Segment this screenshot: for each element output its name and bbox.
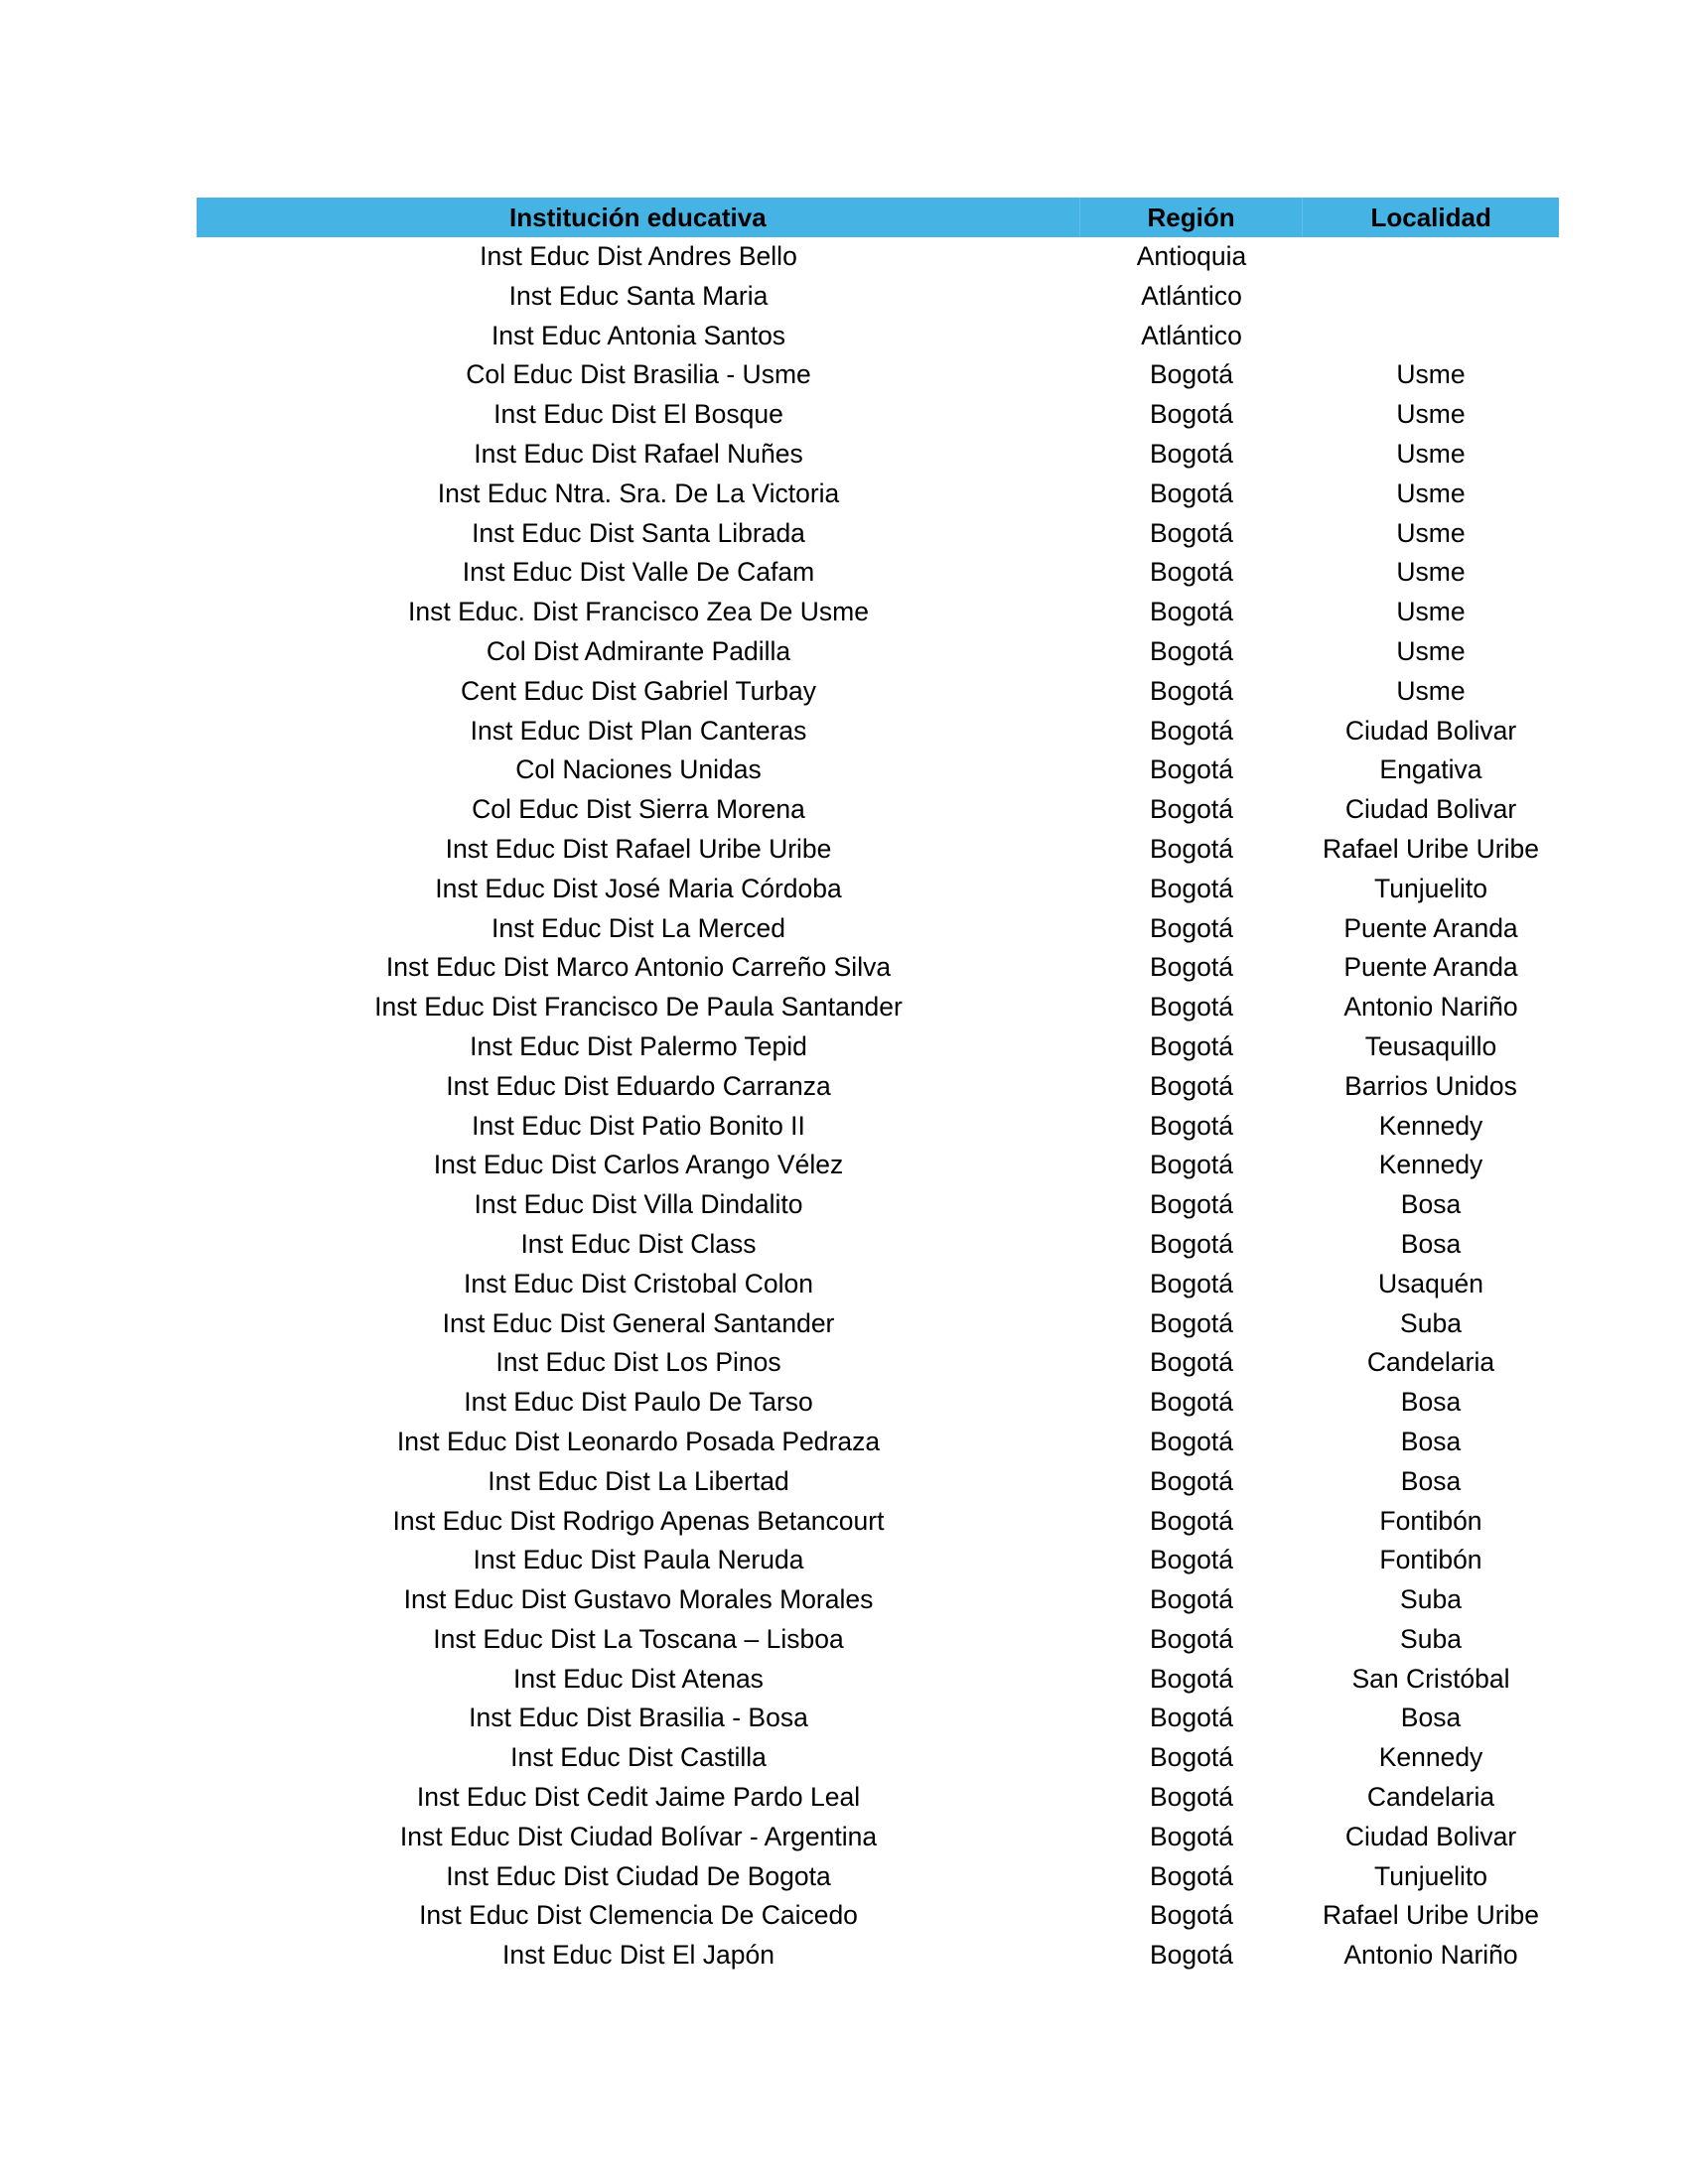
cell-institucion: Inst Educ Dist El Japón: [502, 1940, 774, 1971]
cell-localidad: Ciudad Bolivar: [1344, 1821, 1517, 1851]
cell-localidad: Puente Aranda: [1343, 952, 1518, 983]
cell-localidad: Rafael Uribe Uribe: [1323, 833, 1539, 864]
cell-localidad: Usme: [1396, 675, 1466, 706]
table-row: [197, 751, 1559, 790]
table-row: [197, 1185, 1559, 1225]
cell-region: Atlántico: [1141, 320, 1242, 350]
cell-region: Bogotá: [1150, 1387, 1233, 1418]
cell-region: Bogotá: [1150, 1505, 1233, 1536]
cell-localidad: Rafael Uribe Uribe: [1323, 1900, 1539, 1931]
cell-region: Bogotá: [1150, 635, 1233, 666]
cell-localidad: Engativa: [1379, 754, 1482, 785]
cell-localidad: Bosa: [1400, 1387, 1462, 1418]
cell-region: Bogotá: [1150, 1545, 1233, 1575]
table-row: [197, 830, 1559, 870]
cell-localidad: Usme: [1396, 359, 1466, 390]
table-row: [197, 1265, 1559, 1304]
cell-institucion: Inst Educ Antonia Santos: [491, 320, 786, 350]
cell-region: Bogotá: [1150, 1623, 1233, 1654]
cell-region: Bogotá: [1150, 873, 1233, 903]
cell-institucion: Col Naciones Unidas: [515, 754, 762, 785]
cell-institucion: Inst Educ Dist Clemencia De Caicedo: [419, 1900, 858, 1931]
cell-region: Bogotá: [1150, 1426, 1233, 1456]
table-row: [197, 632, 1559, 672]
cell-region: Bogotá: [1150, 438, 1233, 469]
table-row: [197, 1502, 1559, 1542]
cell-institucion: Inst Educ Dist Atenas: [513, 1663, 764, 1694]
cell-region: Bogotá: [1150, 754, 1233, 785]
cell-institucion: Inst Educ Dist Villa Dindalito: [474, 1189, 803, 1220]
cell-institucion: Inst Educ Dist Palermo Tepid: [470, 1030, 807, 1061]
cell-institucion: Col Educ Dist Sierra Morena: [472, 794, 805, 825]
cell-region: Bogotá: [1150, 1110, 1233, 1141]
table-row: [197, 1423, 1559, 1462]
cell-institucion: Inst Educ Dist Los Pinos: [495, 1347, 781, 1378]
cell-institucion: Inst Educ Dist Cedit Jaime Pardo Leal: [416, 1782, 861, 1813]
table-row: [197, 672, 1559, 712]
table-row: [197, 1027, 1559, 1067]
table-row: [197, 1383, 1559, 1423]
table-row: [197, 514, 1559, 554]
cell-region: Bogotá: [1150, 1940, 1233, 1971]
cell-localidad: Tunjuelito: [1374, 1860, 1487, 1891]
cell-institucion: Inst Educ Dist Plan Canteras: [470, 715, 807, 746]
table-row: [197, 1936, 1559, 1976]
cell-localidad: Puente Aranda: [1343, 912, 1518, 943]
cell-region: Bogotá: [1150, 1307, 1233, 1338]
cell-localidad: Kennedy: [1378, 1742, 1483, 1773]
cell-institucion: Inst Educ Dist Marco Antonio Carreño Silva: [385, 952, 892, 983]
cell-localidad: Usaquén: [1377, 1268, 1484, 1298]
cell-region: Bogotá: [1150, 675, 1233, 706]
cell-institucion: Inst Educ Dist Rafael Uribe Uribe: [445, 833, 832, 864]
cell-region: Bogotá: [1150, 1228, 1233, 1259]
cell-region: Bogotá: [1150, 1584, 1233, 1615]
cell-institucion: Inst Educ Dist General Santander: [442, 1307, 835, 1338]
cell-region: Bogotá: [1150, 1150, 1233, 1180]
cell-localidad: Bosa: [1400, 1426, 1462, 1456]
cell-localidad: Bosa: [1400, 1465, 1462, 1496]
cell-localidad: Antonio Nariño: [1343, 992, 1518, 1023]
table-row: [197, 909, 1559, 949]
cell-localidad: Teusaquillo: [1364, 1030, 1497, 1061]
table-row: [197, 1738, 1559, 1778]
cell-localidad: [1303, 237, 1559, 277]
cell-region: Bogotá: [1150, 1465, 1233, 1496]
table-row: [197, 553, 1559, 593]
cell-localidad: Suba: [1400, 1623, 1462, 1654]
cell-institucion: Inst Educ Dist Ciudad Bolívar - Argentina: [399, 1821, 878, 1851]
cell-localidad: Usme: [1396, 635, 1466, 666]
table-row: [197, 1225, 1559, 1265]
cell-region: Bogotá: [1150, 1860, 1233, 1891]
table-row: [197, 870, 1559, 909]
cell-institucion: Inst Educ Dist Santa Librada: [472, 517, 805, 548]
cell-institucion: Inst Educ. Dist Francisco Zea De Usme: [408, 597, 869, 627]
cell-localidad: Bosa: [1400, 1703, 1462, 1733]
cell-institucion: Inst Educ Dist Carlos Arango Vélez: [433, 1150, 844, 1180]
cell-institucion: Inst Educ Santa Maria: [508, 280, 769, 311]
cell-institucion: Inst Educ Dist Brasilia - Bosa: [469, 1703, 808, 1733]
cell-localidad: Candelaria: [1366, 1782, 1495, 1813]
cell-region: Atlántico: [1141, 280, 1242, 311]
cell-localidad: Ciudad Bolivar: [1344, 794, 1517, 825]
cell-region: Bogotá: [1150, 597, 1233, 627]
cell-region: Bogotá: [1150, 1189, 1233, 1220]
cell-region: Bogotá: [1150, 794, 1233, 825]
cell-region: Bogotá: [1150, 1821, 1233, 1851]
table-row: [197, 475, 1559, 514]
cell-institucion: Inst Educ Dist Gustavo Morales Morales: [403, 1584, 874, 1615]
cell-region: Bogotá: [1150, 1703, 1233, 1733]
table-row: [197, 1462, 1559, 1502]
cell-region: Bogotá: [1150, 1268, 1233, 1298]
cell-institucion: Cent Educ Dist Gabriel Turbay: [461, 675, 816, 706]
cell-localidad: Suba: [1400, 1307, 1462, 1338]
header-institucion: Institución educativa: [509, 203, 767, 232]
cell-institucion: Inst Educ Dist Patio Bonito II: [472, 1110, 805, 1141]
cell-localidad: Tunjuelito: [1374, 873, 1487, 903]
cell-localidad: Ciudad Bolivar: [1344, 715, 1517, 746]
cell-region: Bogotá: [1150, 1347, 1233, 1378]
cell-region: Bogotá: [1150, 557, 1233, 588]
table-row: [197, 1699, 1559, 1738]
cell-localidad: Antonio Nariño: [1343, 1940, 1518, 1971]
cell-localidad: Usme: [1396, 557, 1466, 588]
table-row: [197, 1541, 1559, 1580]
header-localidad: Localidad: [1370, 203, 1491, 232]
cell-institucion: Inst Educ Dist José Maria Córdoba: [435, 873, 842, 903]
cell-localidad: [1303, 317, 1559, 356]
cell-institucion: Inst Educ Dist La Libertad: [488, 1465, 789, 1496]
institutions-table: [197, 198, 1559, 1976]
cell-region: Bogotá: [1150, 1742, 1233, 1773]
cell-institucion: Inst Educ Dist Andres Bello: [480, 241, 797, 271]
cell-region: Bogotá: [1150, 517, 1233, 548]
table-row: [197, 1067, 1559, 1107]
cell-institucion: Inst Educ Dist Rodrigo Apenas Betancourt: [392, 1505, 885, 1536]
cell-localidad: Kennedy: [1378, 1150, 1483, 1180]
table-row: [197, 237, 1559, 277]
header-region: Región: [1079, 198, 1304, 237]
cell-institucion: Inst Educ Dist Cristobal Colon: [463, 1268, 813, 1298]
cell-localidad: Candelaria: [1366, 1347, 1495, 1378]
cell-institucion: Inst Educ Dist La Merced: [491, 912, 786, 943]
cell-localidad: Usme: [1396, 517, 1466, 548]
cell-localidad: [1303, 277, 1559, 317]
cell-region: Bogotá: [1150, 715, 1233, 746]
cell-institucion: Col Dist Admirante Padilla: [486, 635, 791, 666]
table-header-row: [197, 198, 1559, 237]
cell-institucion: Inst Educ Dist Rafael Nuñes: [474, 438, 803, 469]
cell-region: Bogotá: [1150, 992, 1233, 1023]
table-row: [197, 317, 1559, 356]
cell-institucion: Inst Educ Dist La Toscana – Lisboa: [433, 1623, 844, 1654]
table-row: [197, 1778, 1559, 1818]
table-row: [197, 355, 1559, 395]
table-row: [197, 1107, 1559, 1147]
table-body: [197, 237, 1559, 1976]
cell-institucion: Inst Educ Dist Eduardo Carranza: [446, 1070, 831, 1101]
cell-institucion: Inst Educ Dist Ciudad De Bogota: [446, 1860, 831, 1891]
cell-localidad: Usme: [1396, 399, 1466, 430]
table-row: [197, 1580, 1559, 1620]
cell-localidad: Kennedy: [1378, 1110, 1483, 1141]
table-row: [197, 1660, 1559, 1700]
cell-region: Bogotá: [1150, 1070, 1233, 1101]
cell-institucion: Col Educ Dist Brasilia - Usme: [466, 359, 811, 390]
cell-localidad: Bosa: [1400, 1228, 1462, 1259]
cell-region: Antioquia: [1136, 241, 1247, 271]
cell-institucion: Inst Educ Dist El Bosque: [493, 399, 783, 430]
cell-region: Bogotá: [1150, 1030, 1233, 1061]
cell-region: Bogotá: [1150, 1663, 1233, 1694]
cell-institucion: Inst Educ Dist Leonardo Posada Pedraza: [396, 1426, 881, 1456]
table-row: [197, 1896, 1559, 1936]
cell-region: Bogotá: [1150, 478, 1233, 508]
table-row: [197, 1857, 1559, 1897]
cell-institucion: Inst Educ Dist Castilla: [510, 1742, 767, 1773]
table-row: [197, 593, 1559, 632]
cell-region: Bogotá: [1150, 952, 1233, 983]
cell-localidad: San Cristóbal: [1351, 1663, 1510, 1694]
cell-localidad: Fontibón: [1379, 1545, 1482, 1575]
table-row: [197, 948, 1559, 988]
table-row: [197, 1343, 1559, 1383]
cell-localidad: Usme: [1396, 597, 1466, 627]
table-row: [197, 1304, 1559, 1344]
table-row: [197, 790, 1559, 830]
cell-region: Bogotá: [1150, 912, 1233, 943]
cell-localidad: Barrios Unidos: [1344, 1070, 1517, 1101]
cell-institucion: Inst Educ Ntra. Sra. De La Victoria: [437, 478, 840, 508]
cell-localidad: Usme: [1396, 438, 1466, 469]
table-row: [197, 712, 1559, 751]
table-row: [197, 1818, 1559, 1857]
table-row: [197, 435, 1559, 475]
cell-institucion: Inst Educ Dist Paulo De Tarso: [464, 1387, 813, 1418]
table-row: [197, 277, 1559, 317]
cell-institucion: Inst Educ Dist Francisco De Paula Santander: [374, 992, 903, 1023]
table-row: [197, 1146, 1559, 1185]
cell-region: Bogotá: [1150, 1900, 1233, 1931]
cell-region: Bogotá: [1150, 833, 1233, 864]
cell-institucion: Inst Educ Dist Paula Neruda: [473, 1545, 804, 1575]
table-row: [197, 988, 1559, 1027]
table-row: [197, 1620, 1559, 1660]
cell-localidad: Bosa: [1400, 1189, 1462, 1220]
cell-region: Bogotá: [1150, 359, 1233, 390]
cell-localidad: Usme: [1396, 478, 1466, 508]
cell-localidad: Suba: [1400, 1584, 1462, 1615]
table-row: [197, 395, 1559, 435]
cell-institucion: Inst Educ Dist Valle De Cafam: [462, 557, 815, 588]
cell-institucion: Inst Educ Dist Class: [520, 1228, 757, 1259]
cell-region: Bogotá: [1150, 399, 1233, 430]
cell-region: Bogotá: [1150, 1782, 1233, 1813]
cell-localidad: Fontibón: [1379, 1505, 1482, 1536]
